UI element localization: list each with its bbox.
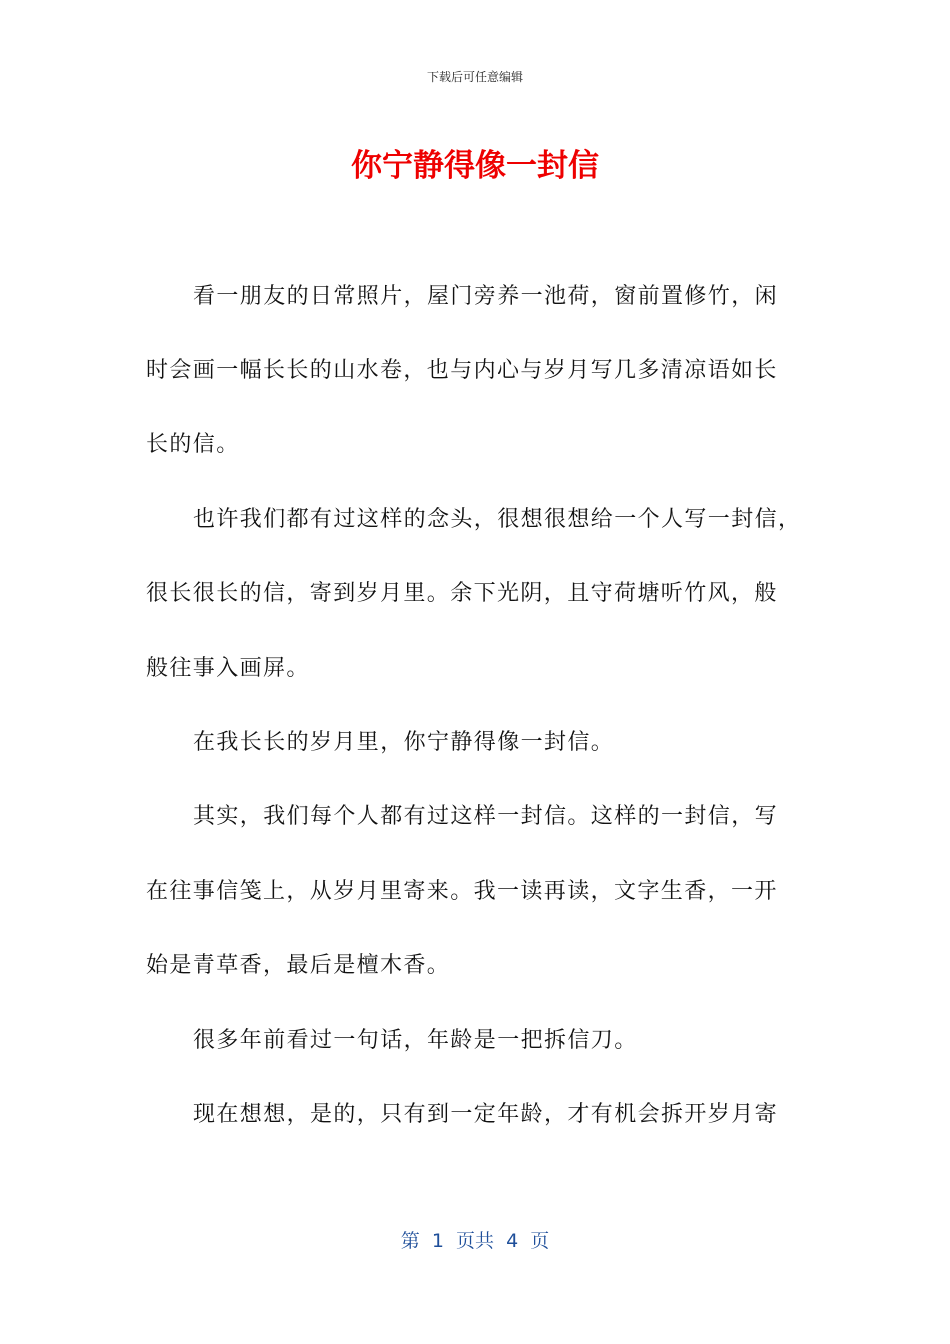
body-line: 也许我们都有过这样的念头，很想很想给一个人写一封信， (193, 507, 802, 532)
body-line: 始是青草香，最后是檀木香。 (146, 953, 451, 978)
body-line: 时会画一幅长长的山水卷，也与内心与岁月写几多清凉语如长 (146, 358, 778, 383)
body-line: 般往事入画屏。 (146, 656, 310, 681)
page-footer: 第 1 页共 4 页 (400, 1230, 550, 1252)
document-title: 你宁静得像一封信 (351, 148, 599, 184)
body-line: 很多年前看过一句话，年龄是一把拆信刀。 (193, 1028, 638, 1053)
body-line: 长的信。 (146, 432, 240, 457)
body-line: 看一朋友的日常照片，屋门旁养一池荷，窗前置修竹，闲 (193, 284, 779, 309)
header-note: 下载后可任意编辑 (426, 70, 523, 84)
body-line: 现在想想，是的，只有到一定年龄，才有机会拆开岁月寄 (193, 1102, 779, 1127)
body-line: 在往事信笺上，从岁月里寄来。我一读再读，文字生香，一开 (146, 879, 778, 904)
body-line: 其实，我们每个人都有过这样一封信。这样的一封信，写 (193, 804, 779, 829)
body-line: 在我长长的岁月里，你宁静得像一封信。 (193, 730, 615, 755)
body-line: 很长很长的信，寄到岁月里。余下光阴，且守荷塘听竹风，般 (146, 581, 778, 606)
